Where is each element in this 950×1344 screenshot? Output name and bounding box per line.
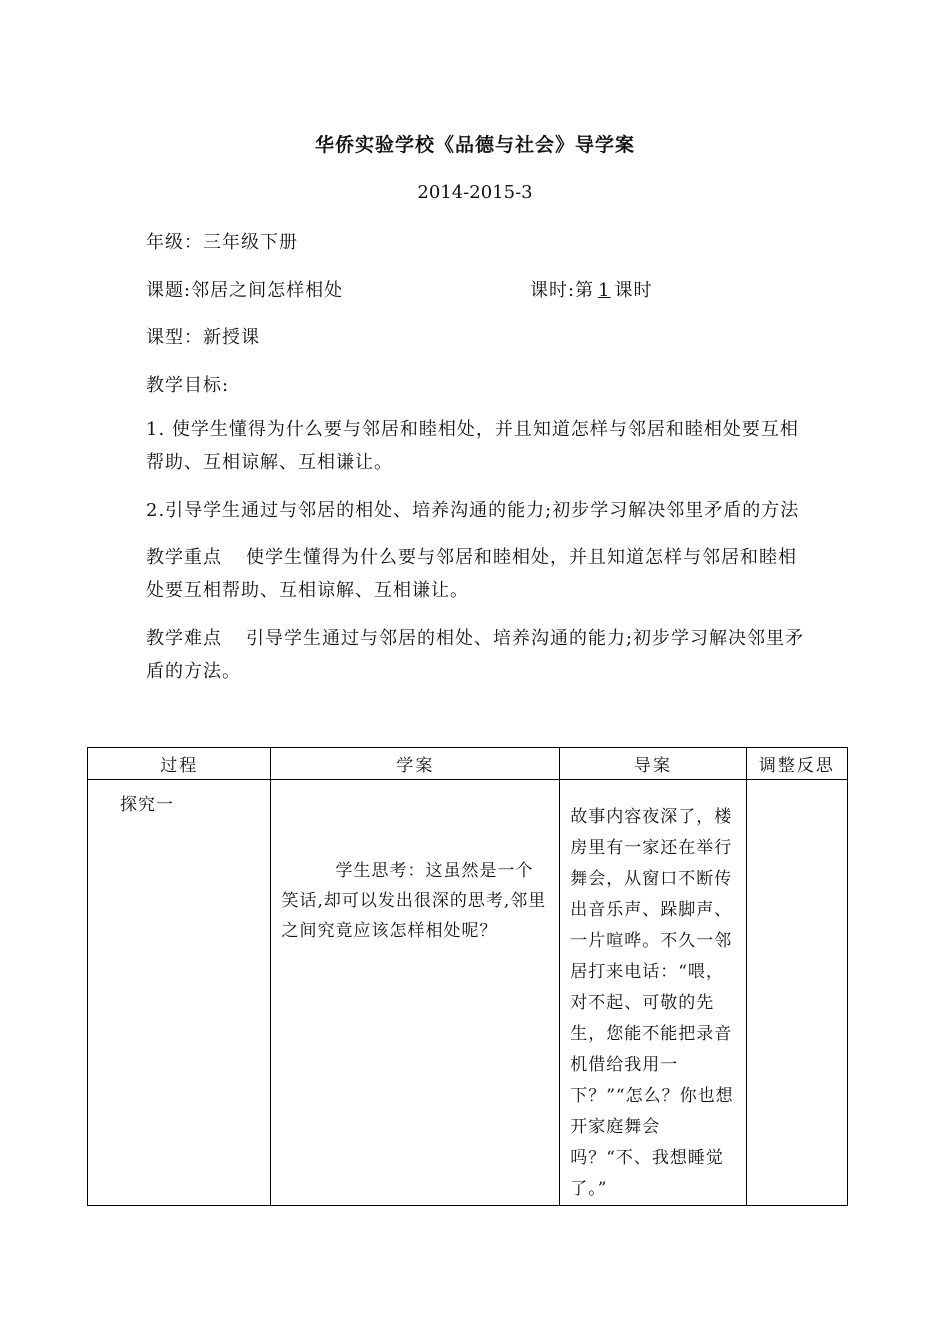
document-date: 2014-2015-3 <box>417 182 533 203</box>
cell-study: 学生思考：这虽然是一个笑话,却可以发出很深的思考,邻里之间究竟应该怎样相处呢？ <box>271 780 560 1206</box>
topic-value: 邻居之间怎样相处 <box>191 280 344 301</box>
difficulty-text: 引导学生通过与邻居的相处、培养沟通的能力;初步学习解决邻里矛盾的方法。 <box>146 628 805 682</box>
header-study: 学案 <box>271 748 560 780</box>
objective-item-1: 1. 使学生懂得为什么要与邻居和睦相处，并且知道怎样与邻居和睦相处要互相帮助、互相谅解、互相谦让。 <box>146 419 799 473</box>
header-guide: 导案 <box>560 748 746 780</box>
lesson-table <box>87 747 848 1206</box>
header-reflect: 调整反思 <box>746 748 847 780</box>
topic-line <box>146 276 343 302</box>
period-line <box>530 276 653 302</box>
key-point-text: 使学生懂得为什么要与邻居和睦相处，并且知道怎样与邻居和睦相处要互相帮助、互相谅解、互相谦让。 <box>146 547 797 601</box>
grade-line <box>146 228 298 254</box>
grade-value: 三年级下册 <box>203 232 298 253</box>
table-row <box>88 780 848 1206</box>
difficulty-label: 教学难点 <box>146 628 222 649</box>
difficulty <box>146 622 806 688</box>
document-title: 华侨实验学校《品德与社会》导学案 <box>314 134 635 156</box>
objective-item-2: 2.引导学生通过与邻居的相处、培养沟通的能力;初步学习解决邻里矛盾的方法 <box>146 500 800 521</box>
cell-process: 探究一 <box>88 780 271 1206</box>
cell-guide: 故事内容夜深了，楼房里有一家还在举行舞会，从窗口不断传出音乐声、跺脚声、一片喧哗。不久一邻居打来电话：“喂，对不起、可敬的先生，您能不能把录音机借给我用一下？”“怎么？你也想开家庭舞会吗？“不、我想睡觉了。” <box>560 780 746 1206</box>
period-suffix: 课时 <box>614 280 653 301</box>
topic-label: 课题: <box>146 280 192 301</box>
objectives-heading: 教学目标: <box>146 375 230 396</box>
header-process: 过程 <box>88 748 271 780</box>
type-value: 新授课 <box>203 327 260 348</box>
key-point-label: 教学重点 <box>146 547 222 568</box>
type-label: 课型： <box>146 327 203 348</box>
table-header-row <box>88 748 848 780</box>
key-point <box>146 541 806 607</box>
period-value: 1 <box>598 280 611 301</box>
period-label: 课时:第 <box>530 280 595 301</box>
type-line <box>146 323 260 349</box>
cell-reflect <box>746 780 847 1206</box>
grade-label: 年级： <box>146 232 203 253</box>
